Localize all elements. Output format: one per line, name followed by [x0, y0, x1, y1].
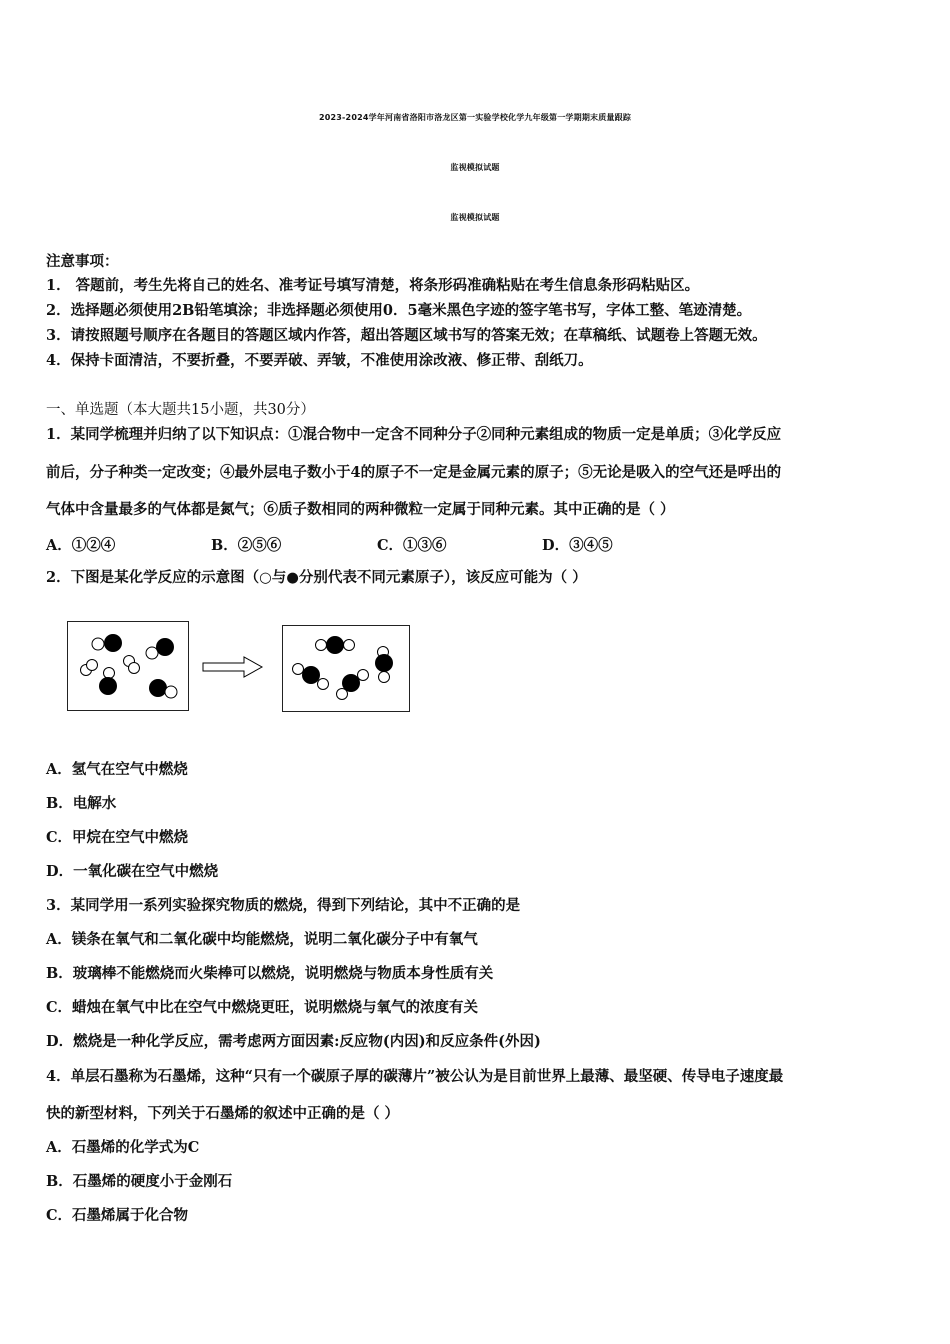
molecule: [149, 679, 177, 698]
q4-option-a: A．石墨烯的化学式为C: [46, 1139, 200, 1156]
molecule: [124, 656, 140, 674]
q4-option-b: B．石墨烯的硬度小于金刚石: [46, 1173, 233, 1190]
molecule: [146, 638, 174, 659]
q3-option-d: D．燃烧是一种化学反应，需考虑两方面因素:反应物(内因)和反应条件(外因): [46, 1033, 541, 1050]
molecule: [375, 647, 393, 683]
q3-option-b: B．玻璃棒不能燃烧而火柴棒可以燃烧，说明燃烧与物质本身性质有关: [46, 965, 494, 982]
q2-option-a: A．氢气在空气中燃烧: [46, 761, 188, 778]
section-heading: 一、单选题（本大题共15小题，共30分）: [46, 402, 315, 418]
reactants-box: [67, 621, 189, 711]
molecule: [99, 668, 117, 696]
page-title: 2023-2024学年河南省洛阳市洛龙区第一实验学校化学九年级第一学期期末质量跟踪: [318, 113, 632, 122]
q1-option-d: D．③④⑤: [542, 537, 613, 554]
page-subtitle-repeat: 监视模拟试题: [450, 213, 500, 222]
notice-item: 2．选择题必须使用2B铅笔填涂；非选择题必须使用0．5毫米黑色字迹的签字笔书写，字体工整、笔迹清楚。: [46, 302, 752, 319]
notice-item: 1． 答题前，考生先将自己的姓名、准考证号填写清楚，将条形码准确粘贴在考生信息条形码粘贴区。: [46, 277, 700, 294]
q1-option-a: A．①②④: [46, 537, 116, 554]
q4-option-c: C．石墨烯属于化合物: [46, 1207, 189, 1224]
q2-stem: 2．下图是某化学反应的示意图（○与●分别代表不同元素原子），该反应可能为（ ）: [46, 569, 587, 586]
q1-stem-line: 前后，分子种类一定改变；④最外层电子数小于4的原子不一定是金属元素的原子；⑤无论是吸入的空气还是呼出的: [46, 464, 782, 481]
q2-option-d: D．一氧化碳在空气中燃烧: [46, 863, 219, 880]
q2-option-c: C．甲烷在空气中燃烧: [46, 829, 189, 846]
reaction-arrow-icon: [202, 656, 264, 678]
notice-item: 4．保持卡面清洁，不要折叠，不要弄破、弄皱，不准使用涂改液、修正带、刮纸刀。: [46, 352, 593, 369]
molecule: [81, 660, 98, 676]
q3-option-c: C．蜡烛在氧气中比在空气中燃烧更旺，说明燃烧与氧气的浓度有关: [46, 999, 479, 1016]
q4-stem-line: 4．单层石墨称为石墨烯，这种“只有一个碳原子厚的碳薄片”被公认为是目前世界上最薄、最坚硬、传导电子速度最: [46, 1068, 784, 1085]
q3-stem: 3．某同学用一系列实验探究物质的燃烧，得到下列结论，其中不正确的是: [46, 897, 521, 914]
q1-option-b: B．②⑤⑥: [211, 537, 282, 554]
molecule: [92, 634, 122, 652]
q3-option-a: A．镁条在氧气和二氧化碳中均能燃烧，说明二氧化碳分子中有氧气: [46, 931, 478, 948]
q4-stem-line: 快的新型材料，下列关于石墨烯的叙述中正确的是（ ）: [46, 1105, 400, 1122]
notice-item: 3．请按照题号顺序在各题目的答题区域内作答，超出答题区域书写的答案无效；在草稿纸、试题卷上答题无效。: [46, 327, 767, 344]
molecule: [337, 670, 369, 700]
molecule: [316, 636, 355, 654]
products-diagram: [283, 626, 409, 711]
q1-option-c: C．①③⑥: [377, 537, 447, 554]
q1-stem-line: 气体中含量最多的气体都是氮气；⑥质子数相同的两种微粒一定属于同种元素。其中正确的是（ ）: [46, 501, 675, 518]
products-box: [282, 625, 410, 712]
q1-stem-line: 1．某同学梳理并归纳了以下知识点：①混合物中一定含不同种分子②同种元素组成的物质一定是单质；③化学反应: [46, 426, 782, 443]
reactants-diagram: [68, 622, 188, 710]
q2-option-b: B．电解水: [46, 795, 117, 812]
page-subtitle: 监视模拟试题: [450, 163, 500, 172]
notice-heading: 注意事项：: [46, 253, 119, 270]
molecule: [293, 664, 329, 690]
